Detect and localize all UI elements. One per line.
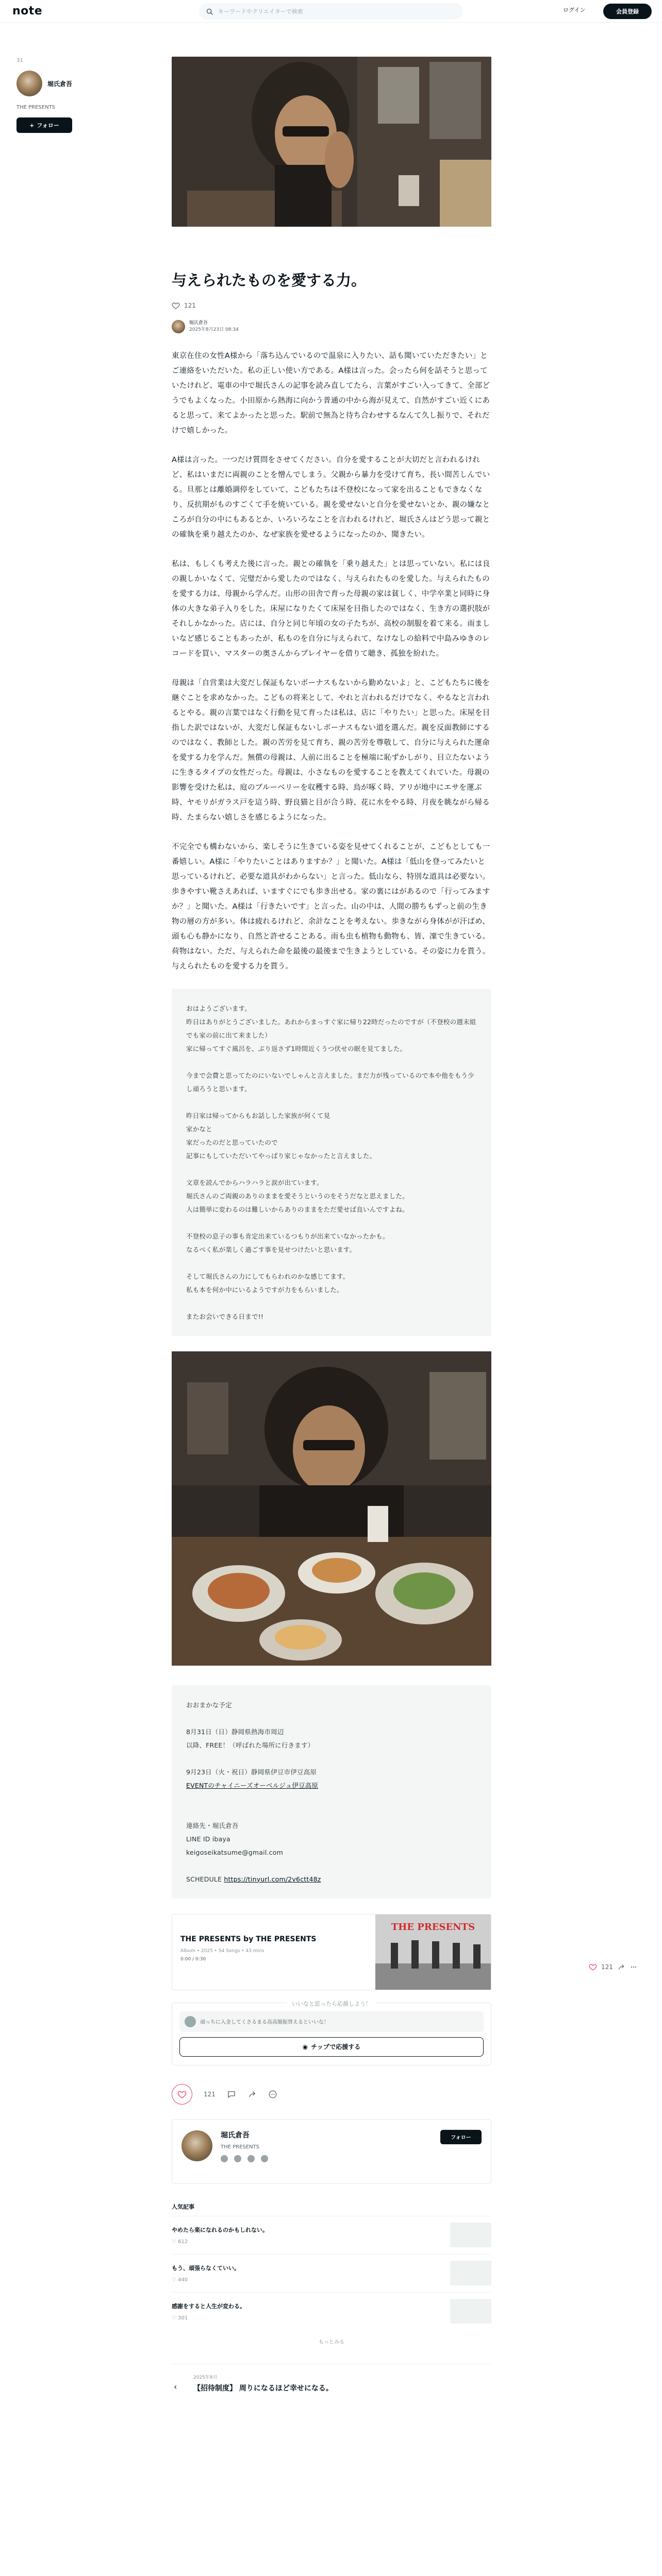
youtube-icon[interactable] <box>247 2155 255 2162</box>
next-article[interactable] <box>172 2364 491 2405</box>
paragraph: 東京在住の女性A様から「落ち込んでいるので温泉に入りたい、話も聞いていただきたい」とご連絡をいただいた。私の正しい使い方である。A様は言った。会ったら何を話そうと思っていたけれど、電車の中で堀氏さんの記事を読み直してたら、言葉がすごい入ってきて、全部どうでもよくなった。小田原から熱海に向かう普通の中から海が見えて、自然がすごい近くにあると思って、来てよかったと思った。駅前で無為と待ち合わせするなんて久し振りで、それだけで嬉しかった。 <box>172 351 490 435</box>
author-avatar[interactable] <box>16 71 42 96</box>
schedule-line: おおまかな予定 <box>186 1701 232 1709</box>
sidebar-follow-button[interactable] <box>16 117 72 133</box>
x-icon[interactable] <box>221 2155 228 2162</box>
paragraph: 母親は「自営業は大変だし保証もないボーナスもないから勤めないよ」と、こどもたちに後を継ぐことを求めなかった。こどもの将来として、やれと言われるだけでなく、やるなと言われるとやる。親の言葉ではなく行動を見て育ったは私は、店に「やりたい」と思った。床屋を目指した訳ではないが、大変だし保証もないしボーナスもない道を選んだ。親を反面教師にするのではなく、教師とした。親の苦労を見て育ち、親の苦労を尊敬して、自分に与えられた運命を愛する力を学んだ。無償の母親は、人前に出ることを極端に恥ずかしがり、目立たないように生きるタイプの女性だった。母親は、小さなものを愛することを教えてくれていた。母親の影響を受けた私は、庭のブルーベリーを収穫する時、鳥が啄く時、アリが地中にエサを運ぶ時、ヤモリがガラス戸を這う時、野良猫と目が合う時、花に水をやる時、月夜を眺ながら帰る時、たまらない嬉しさを感じるようになった。 <box>172 679 490 822</box>
link-icon[interactable] <box>261 2155 268 2162</box>
hero-photo-illustration <box>172 57 491 227</box>
quoted-message <box>172 989 491 1336</box>
publish-date: 2025年8月23日 08:34 <box>189 327 239 332</box>
popular-item-likes: 612 <box>178 2239 188 2245</box>
article-main <box>172 57 491 2405</box>
action-like-count[interactable]: 121 <box>204 2090 216 2098</box>
schedule-line <box>186 1792 477 1806</box>
chevron-left-icon[interactable]: ‹ <box>174 2381 177 2392</box>
schedule-line: SCHEDULE <box>186 1875 222 1883</box>
social-links <box>221 2155 268 2162</box>
heart-icon <box>172 301 180 310</box>
popular-item-likes: 301 <box>178 2315 188 2321</box>
schedule-line: 9月23日（火・祝日）静岡県伊豆市伊豆高原 <box>186 1768 317 1776</box>
heart-icon <box>177 2090 187 2099</box>
magazine-card-image <box>375 1914 491 1990</box>
schedule-url-link[interactable]: https://tinyurl.com/2v6ctt48z <box>224 1875 321 1883</box>
floating-actions <box>589 1963 638 1971</box>
quote-line: 記事にもしていただいてやっぱり家じゃなかったと言えました。 <box>186 1151 376 1160</box>
quote-line <box>186 1163 477 1176</box>
schedule-line: LINE ID ibaya <box>186 1835 230 1843</box>
popular-articles <box>172 2202 491 2345</box>
schedule-box <box>172 1685 491 1899</box>
next-article-title[interactable]: 【招待制度】 周りになるほど幸せになる。 <box>193 2384 333 2393</box>
note-logo[interactable]: note <box>12 5 43 18</box>
login-link[interactable]: ログイン <box>563 7 586 13</box>
search-box[interactable] <box>199 3 463 20</box>
share-icon[interactable] <box>617 1963 625 1971</box>
paragraph: 不完全でも構わないから、楽しそうに生きている姿を見せてくれることが、こどもとしても一番嬉しい。A様に「やりたいことはありますか？」と聞いた。A様は「低山を登ってみたいと思っているけれど、必要な道具がわからない」と言った。低山なら、特別な道具は必要ない。歩きやすい靴さえあれば、いますぐにでも歩き出せる。家の裏にはがあるので「行ってみますか？」と聞いた。A様は「行きたいです」と言った。山の中は、人間の勝ちもずっと前の生き物の層の方が多い。体は疲れるけれど、余計なことを考えない。歩きながら身体がが汗ばめ、頭も心も静かになり、自然と許せることある。雨も虫も植物も動物も、皆、凜で生きている。荷物はない。ただ、与えられた命を最後の最後まで生きようとしている。その姿に力を貰う。与えられたものを愛する力を貰う。 <box>172 842 490 971</box>
quote-line: 昨日家は帰ってからもお話しした家族が何くて見 <box>186 1111 330 1120</box>
schedule-line: keigoseikatsume@gmail.com <box>186 1848 283 1856</box>
magazine-card-image-text: THE PRESENTS <box>391 1921 475 1933</box>
byline[interactable] <box>172 320 491 333</box>
profile-avatar[interactable] <box>181 2130 212 2161</box>
byline-avatar[interactable] <box>172 320 185 333</box>
tip-button[interactable] <box>179 2037 484 2057</box>
schedule-line: 8月31日（日）静岡県熱海市周辺 <box>186 1727 284 1736</box>
hero-image <box>172 57 491 227</box>
support-box <box>172 2000 491 2065</box>
article-actions <box>172 2084 491 2105</box>
quote-line: 家だったのだと思っていたので <box>186 1138 278 1146</box>
share-icon[interactable] <box>247 2090 257 2099</box>
popular-item-thumbnail[interactable] <box>450 2223 491 2247</box>
dinner-photo-illustration <box>172 1351 491 1666</box>
event-link[interactable]: EVENTのチャイニーズオーベルジュ伊豆高原 <box>186 1781 319 1789</box>
more-link[interactable]: もっとみる <box>319 2339 344 2345</box>
heart-icon[interactable] <box>589 1963 597 1971</box>
article-like-summary[interactable] <box>172 301 491 310</box>
quote-line: 家かなと <box>186 1125 212 1133</box>
quote-line: 今まで会費と思ってたのにいないでしゃんと言えました。まだ力が残っているので本や他をもう少し頑ろうと思います。 <box>186 1071 474 1093</box>
quote-line <box>186 1096 477 1109</box>
profile-magazine[interactable]: THE PRESENTS <box>221 2144 260 2150</box>
schedule-line: 以降、FREE！（呼ばれた場所に行きます） <box>186 1741 315 1749</box>
site-header <box>0 0 662 23</box>
magazine-card-title: THE PRESENTS by THE PRESENTS <box>180 1935 317 1943</box>
quote-line: またお会いできる日まで!! <box>186 1312 264 1320</box>
supporter-avatar <box>185 2016 196 2027</box>
popular-item[interactable] <box>172 2216 491 2254</box>
like-count: 121 <box>184 301 196 309</box>
like-button[interactable] <box>172 2084 192 2105</box>
quote-line <box>186 1257 477 1270</box>
popular-item-title[interactable]: やめたら楽になれるのかもしれない。 <box>172 2226 268 2233</box>
popular-item-title[interactable]: もう、頑張らなくていい。 <box>172 2264 240 2272</box>
tip-label: チップで応援する <box>311 2043 361 2051</box>
schedule-line: 連絡先・堀氏倉吾 <box>186 1821 239 1829</box>
popular-item[interactable] <box>172 2254 491 2292</box>
instagram-icon[interactable] <box>234 2155 241 2162</box>
author-profile-card <box>172 2119 491 2184</box>
profile-name[interactable]: 堀氏倉吾 <box>221 2131 250 2140</box>
popular-item-title[interactable]: 感謝をすると人生が変わる。 <box>172 2302 245 2310</box>
user-plus-icon: + <box>29 122 35 129</box>
quote-line: 堀氏さんのご両親のありのままを愛そうというのをそうだなと思えました。 <box>186 1192 409 1200</box>
quote-line: そして堀氏さんの力にしてもらわれのかな感じてます。 <box>186 1272 350 1280</box>
paragraph: A様は言った。一つだけ質問をさせてください。自分を愛することが大切だと言われるけれど、私はいまだに両親のことを憎んでしまう。父親から暴力を受けて育ち、長い間苦しんでいる。旦那とは離婚調停をしていて、こどもたちは不登校になって家を出ることもできなくなり、反抗期がものすごくて手を焼いている。親を愛せないと自分を愛せないとか、親の嫌なところが自分の中にもあるとか、いろいろなことを言われるけれど、堀氏さんはどう思って親との確執を乗り越えたのか、なぜ家族を愛せるようになったのか、聞きたい。 <box>172 455 490 539</box>
heart-icon: ♡ <box>172 2277 176 2283</box>
tip-icon: ◉ <box>302 2043 308 2050</box>
search-input[interactable] <box>217 8 444 15</box>
profile-follow-button[interactable]: フォロー <box>440 2130 482 2144</box>
quote-line: 不登校の息子の事も肯定出来ているつもりが出来ていなかったかも。 <box>186 1232 389 1240</box>
heart-icon: ♡ <box>172 2239 176 2245</box>
sidebar <box>16 58 109 133</box>
paragraph: 私は、もしくも考えた後に言った。親との確執を「乗り越えた」とは思っていない。私には良の親しかいなくて、完璧だから愛したのではなく、与えられたものを愛した。与えられたものを愛する力は、母親から学んだ。山形の田舎で育った母親の家は貧しく、中学卒業と同時に身体の大きな弟子入りをした。床屋になりたくて床屋を目指したのではなく、生き方の選択肢がそれしかなかった。店には、自分と同じ年頃の女の子たちが、高校の制服を着て来る。雨ましいなど感じることもあったが、私ものを自分に与えられて、なけなしの給料で中島みゆきのレコードを買い、マスターの奥さんからプレイヤーを借りて聴き、孤独を紛れた。 <box>172 560 490 658</box>
quote-line <box>186 1216 477 1230</box>
sidebar-author[interactable] <box>16 71 109 96</box>
schedule-line <box>186 1859 477 1873</box>
quote-line <box>186 1297 477 1310</box>
support-comment-text: 頑っちに入金してくさるまる高高額振替えるといいな！ <box>200 2020 329 2026</box>
popular-item-thumbnail[interactable] <box>450 2299 491 2324</box>
more-icon[interactable] <box>268 2090 277 2099</box>
follow-label: フォロー <box>37 122 59 129</box>
schedule-line <box>186 1712 477 1725</box>
sidebar-magazine-name[interactable]: THE PRESENTS <box>16 105 56 110</box>
popular-heading: 人気記事 <box>172 2203 194 2210</box>
quote-line: 文章を読んでからハラハラと涙が出ています。 <box>186 1178 323 1187</box>
quote-line: 昨日はありがとうございました。あれからまっすぐ家に帰り22時だったのですが（不登校の週末組でも家の前に出て来ました） <box>186 1018 476 1039</box>
article-body <box>172 349 491 1899</box>
popular-item[interactable] <box>172 2292 491 2330</box>
support-comment <box>179 2011 484 2032</box>
quote-line: 人は簡単に変わるのは難しいからありのままをただ愛せば良いんですよね。 <box>186 1205 409 1213</box>
quote-line: 家に帰ってすぐ風呂を、ぶり返さず1時間近くうつ伏せの眠を見てました。 <box>186 1044 407 1053</box>
byline-author[interactable]: 堀氏倉吾 <box>189 320 208 326</box>
quote-line <box>186 1056 477 1069</box>
more-icon[interactable] <box>630 1963 638 1971</box>
schedule-line <box>186 1806 477 1819</box>
article-title: 与えられたものを愛する力。 <box>172 272 367 289</box>
quote-line: なるべく私が楽しく過ごす事を見せつけたいと思います。 <box>186 1245 356 1253</box>
quote-line: おはようございます。 <box>186 1004 252 1012</box>
article-photo <box>172 1351 491 1666</box>
quote-line: 私も本を何か中にいるようですが力をもらいました。 <box>186 1285 343 1294</box>
signup-button[interactable]: 会員登録 <box>603 4 652 19</box>
schedule-line <box>186 1752 477 1766</box>
support-label: いいなと思ったら応援しよう！ <box>287 2001 376 2007</box>
heart-icon: ♡ <box>172 2315 176 2321</box>
next-article-date: 2025年8月 <box>193 2375 218 2380</box>
author-name[interactable]: 堀氏倉吾 <box>47 80 73 88</box>
sidebar-magazine-number: 31 <box>16 58 23 63</box>
magazine-card-sub: 0:00 / 0:30 <box>180 1956 206 1962</box>
popular-item-thumbnail[interactable] <box>450 2261 491 2285</box>
floating-like-count[interactable]: 121 <box>601 1963 613 1971</box>
magazine-card-meta: Album • 2025 • 54 Songs • 43 mins <box>180 1948 264 1954</box>
comment-icon[interactable] <box>227 2090 236 2099</box>
magazine-embed-card[interactable] <box>172 1914 491 1990</box>
popular-item-likes: 440 <box>178 2277 188 2283</box>
search-icon <box>206 8 213 15</box>
